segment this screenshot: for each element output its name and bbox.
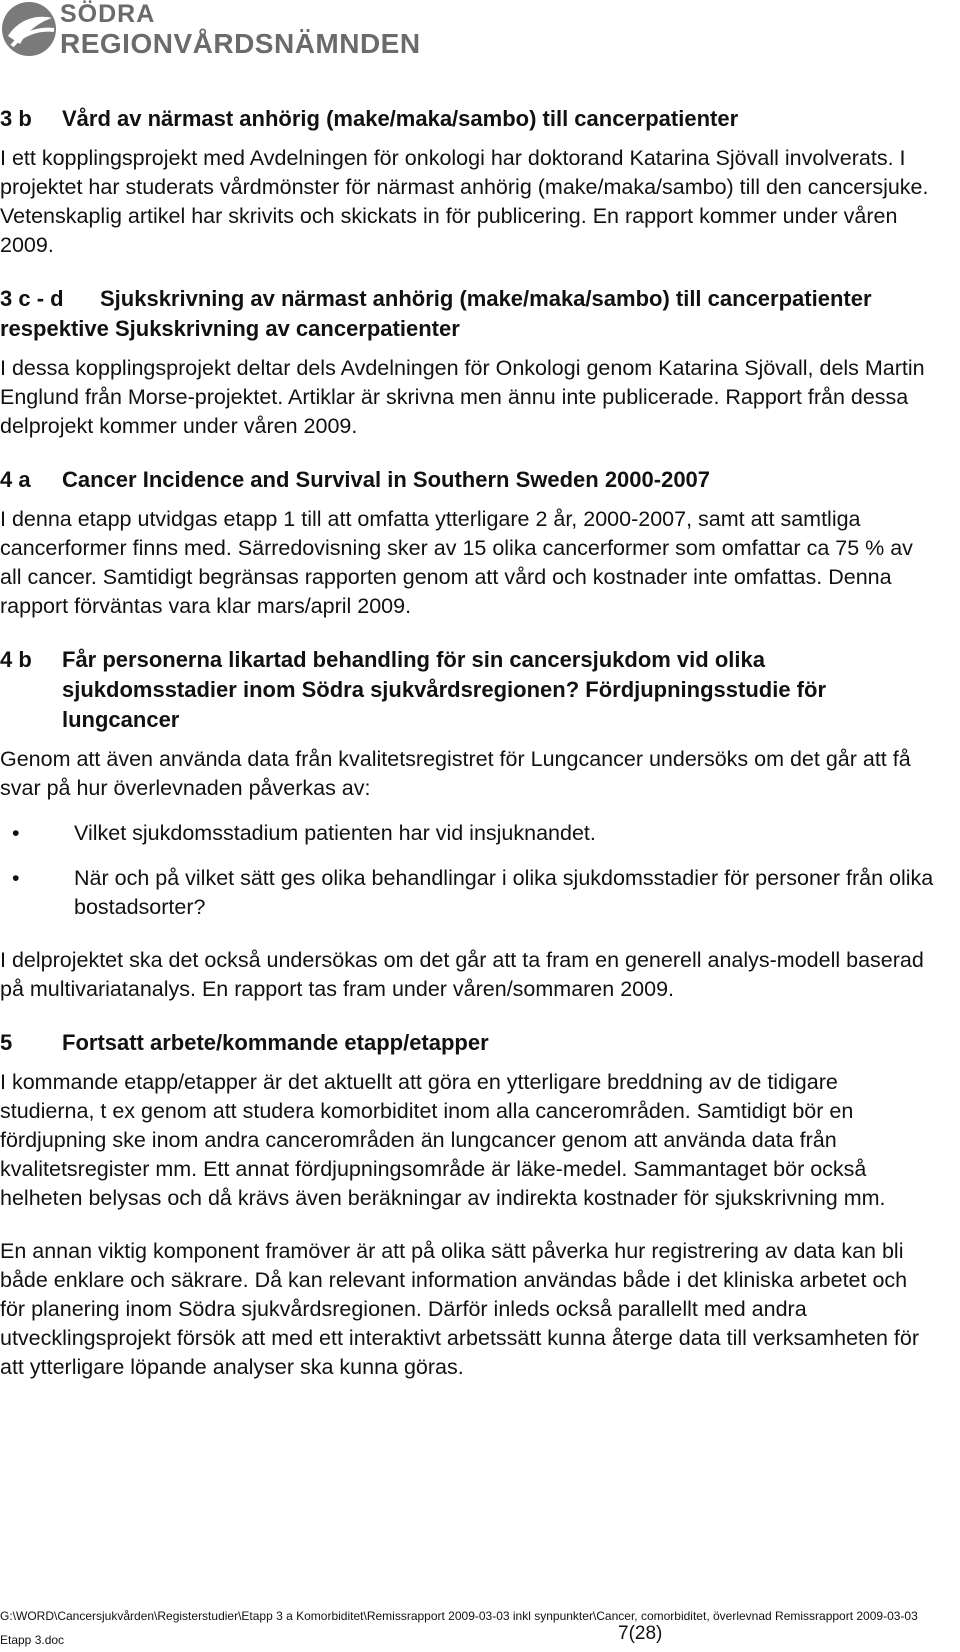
list-item-text: När och på vilket sätt ges olika behandlingar i olika sjukdomsstadier för personer från olika bostadsorter? xyxy=(74,866,934,919)
section-paragraph: I ett kopplingsprojekt med Avdelningen för onkologi har doktorand Katarina Sjövall involverats. I projektet har studerats vårdmönster för närmast anhörig (make/maka/sambo) till den cancersjuke. Vetenskaplig artikel har skrivits och skickats in för publicering. En rapport kommer under våren 2009. xyxy=(0,146,929,257)
document-body xyxy=(0,104,935,1382)
list-item-text: Vilket sjukdomsstadium patienten har vid insjuknandet. xyxy=(74,821,596,845)
logo-text-line2: REGIONVÅRDSNÄMNDEN xyxy=(60,28,421,59)
section-heading xyxy=(0,284,935,344)
section-heading xyxy=(0,645,935,735)
logo-text-line1: SÖDRA xyxy=(60,0,156,28)
section-number: 4 b xyxy=(0,647,32,672)
section-paragraph: Genom att även använda data från kvalitetsregistret för Lungcancer undersöks om det går att få svar på hur överlevnaden påverkas av: xyxy=(0,747,911,800)
list-item xyxy=(0,864,935,922)
section-paragraph: I delprojektet ska det också undersökas om det går att ta fram en generell analys-modell baserad på multivariatanalys. En rapport tas fram under våren/sommaren 2009. xyxy=(0,948,924,1001)
section-title: Fortsatt arbete/kommande etapp/etapper xyxy=(62,1030,489,1055)
logo xyxy=(0,0,440,62)
section-title: Cancer Incidence and Survival in Southern Sweden 2000-2007 xyxy=(62,467,711,492)
section-heading xyxy=(0,104,935,134)
footer-file-path: G:\WORD\Cancersjukvården\Registerstudier\Etapp 3 a Komorbiditet\Remissrapport 2009-03-03 inkl synpunkter\Cancer, comorbiditet, överlevnad Remissrapport 2009-03-03 Etapp 3.doc xyxy=(0,1609,918,1647)
bullet-icon: • xyxy=(12,821,20,845)
section-paragraph: I denna etapp utvidgas etapp 1 till att omfatta ytterligare 2 år, 2000-2007, samt att samtliga cancerformer finns med. Särredovisning sker av 15 olika cancerformer som omfattar ca 75 % av all cancer. Samtidigt begränsas rapporten genom att vård och kostnader inte omfattas. Denna rapport förväntas vara klar mars/april 2009. xyxy=(0,507,913,618)
section-heading xyxy=(0,465,935,495)
bullet-icon: • xyxy=(12,866,20,890)
list-item xyxy=(0,819,935,848)
section-heading xyxy=(0,1028,935,1058)
section-paragraph: I dessa kopplingsprojekt deltar dels Avdelningen för Onkologi genom Katarina Sjövall, dels Martin Englund från Morse-projektet. Artiklar är skrivna men ännu inte publicerade. Rapport från dessa delprojekt kommer under våren 2009. xyxy=(0,356,925,438)
section-number: 3 b xyxy=(0,106,32,131)
bullet-list xyxy=(0,819,935,922)
section-number: 4 a xyxy=(0,467,31,492)
section-title: Får personerna likartad behandling för sin cancersjukdom vid olika sjukdomsstadier inom Södra sjukvårdsregionen? Fördjupningsstudie för lungcancer xyxy=(62,647,827,732)
section-title: Vård av närmast anhörig (make/maka/sambo) till cancerpatienter xyxy=(62,106,739,131)
section-paragraph: I kommande etapp/etapper är det aktuellt att göra en ytterligare breddning av de tidigare studierna, t ex genom att studera komorbiditet inom alla cancerområden. Samtidigt bör en fördjupning ske inom andra cancerområden än lungcancer genom att använda data från kvalitetsregister mm. Ett annat fördjupningsområde är läke-medel. Sammantaget bör också helheten belysas och då krävs även beräkningar av indirekta kostnader för sjukskrivning mm. xyxy=(0,1070,886,1210)
section-number: 5 xyxy=(0,1030,13,1055)
logo-emblem-icon xyxy=(0,0,58,58)
section-paragraph: En annan viktig komponent framöver är att på olika sätt påverka hur registrering av data kan bli både enklare och säkrare. Då kan relevant information användas både i det kliniska arbetet och för planering inom Södra sjukvårdsregionen. Därför inleds också parallellt med andra utvecklingsprojekt försök att med ett interaktivt arbetssätt kunna återge data till verksamheten för att ytterligare löpande analyser ska kunna göras. xyxy=(0,1239,919,1379)
section-number: 3 c - d xyxy=(0,286,64,311)
page-footer xyxy=(0,1604,935,1652)
section-title: Sjukskrivning av närmast anhörig (make/maka/sambo) till cancerpatienter respektive Sjukskrivning av cancerpatienter xyxy=(0,286,872,341)
page-number: 7(28) xyxy=(618,1623,663,1644)
